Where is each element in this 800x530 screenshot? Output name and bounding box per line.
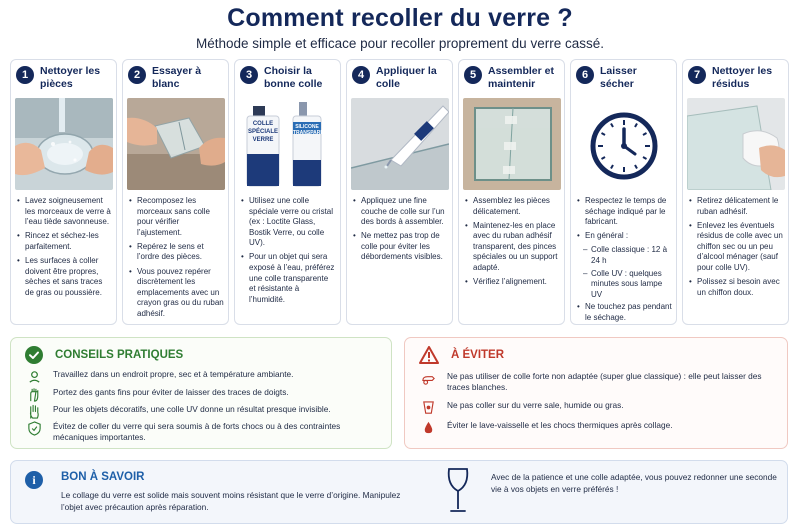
step-card-7 bbox=[682, 59, 789, 325]
step-instructions bbox=[577, 196, 672, 327]
shield-hand-icon bbox=[27, 421, 42, 436]
wine-glass-icon bbox=[443, 467, 473, 517]
list-item: • Respectez le temps de séchage indiqué par le fabricant. bbox=[577, 196, 672, 228]
assembled-glass-photo bbox=[463, 98, 561, 190]
step-instructions bbox=[241, 196, 336, 309]
list-item: • Polissez si besoin avec un chiffon doux. bbox=[689, 277, 784, 298]
avoid-text: Éviter le lave-vaisselle et les chocs thermiques après collage. bbox=[447, 420, 673, 430]
page-title: Comment recoller du verre ? bbox=[227, 4, 573, 32]
list-item: • En général : bbox=[577, 231, 672, 242]
tip-row bbox=[27, 421, 381, 443]
glove-icon bbox=[27, 387, 42, 402]
list-item: • Vous pouvez repérer discrètement les emplacements avec un crayon gras ou du ruban adhésif. bbox=[129, 267, 224, 320]
warning-icon bbox=[419, 346, 439, 364]
dirty-glass-icon bbox=[421, 400, 436, 415]
tip-text: Évitez de coller du verre qui sera soumis à de forts chocs ou à des contraintes mécaniques importantes. bbox=[53, 421, 341, 443]
list-item: • Assemblez les pièces délicatement. bbox=[465, 196, 560, 217]
step-number: 7 bbox=[688, 66, 706, 84]
list-item: • Recomposez les morceaux sans colle pour vérifier l’ajustement. bbox=[129, 196, 224, 238]
list-item: • Maintenez-les en place avec du ruban adhésif transparent, des pinces spéciales ou un support adapté. bbox=[465, 221, 560, 274]
list-item: • Enlevez les éventuels résidus de colle avec un chiffon sec ou un peu d’alcool ménager (sauf pour colle UV). bbox=[689, 221, 784, 274]
list-item: • Vérifiez l’alignement. bbox=[465, 277, 560, 288]
step-instructions bbox=[129, 196, 224, 323]
step-instructions bbox=[465, 196, 560, 291]
step-number: 5 bbox=[464, 66, 482, 84]
steps-row bbox=[10, 59, 790, 327]
step-header bbox=[128, 65, 225, 95]
applying-glue-photo bbox=[351, 98, 449, 190]
info-icon: i bbox=[25, 471, 43, 489]
list-item: • Pour un objet qui sera exposé à l’eau, préférez une colle transparente et résistante à l’humidité. bbox=[241, 252, 336, 305]
step-number: 2 bbox=[128, 66, 146, 84]
list-item: • Utilisez une colle spéciale verre ou cristal (ex : Loctite Glass, Bostik Verre, ou colle UV). bbox=[241, 196, 336, 249]
info-title: BON À SAVOIR bbox=[61, 471, 145, 483]
info-panel bbox=[10, 460, 788, 524]
list-subitem: – Colle classique : 12 à 24 h bbox=[577, 245, 672, 266]
info-text: Le collage du verre est solide mais souvent moins résistant que le verre d’origine. Manipulez l’objet avec précaution après réparation. bbox=[61, 490, 401, 512]
washing-photo bbox=[15, 98, 113, 190]
step-card-6 bbox=[570, 59, 677, 325]
list-subitem: – Colle UV : quelques minutes sous lampe UV bbox=[577, 269, 672, 301]
step-card-2 bbox=[122, 59, 229, 325]
page-subtitle: Méthode simple et efficace pour recoller proprement du verre cassé. bbox=[196, 36, 604, 51]
step-instructions bbox=[353, 196, 448, 267]
avoid-text: Ne pas utiliser de colle forte non adaptée (super glue classique) : elle peut laisser des traces blanches. bbox=[447, 371, 762, 393]
list-item: • Rincez et séchez-les parfaitement. bbox=[17, 231, 112, 252]
tip-row bbox=[27, 404, 381, 419]
step-header bbox=[16, 65, 113, 95]
list-item: • Ne touchez pas pendant le séchage. bbox=[577, 302, 672, 323]
step-title: Nettoyer les pièces bbox=[40, 65, 101, 90]
step-header bbox=[240, 65, 337, 95]
tip-row bbox=[27, 387, 381, 402]
avoid-text: Ne pas coller sur du verre sale, humide ou gras. bbox=[447, 400, 624, 410]
step-card-5 bbox=[458, 59, 565, 325]
step-card-3 bbox=[234, 59, 341, 325]
cleaning-photo bbox=[687, 98, 785, 190]
glue-tube-icon bbox=[421, 371, 436, 386]
heat-drop-icon bbox=[421, 420, 436, 435]
step-title: Essayer à blanc bbox=[152, 65, 202, 90]
list-item: • Les surfaces à coller doivent être propres, sèches et sans traces de gras ou poussière. bbox=[17, 256, 112, 298]
avoid-row bbox=[421, 400, 777, 415]
step-card-1 bbox=[10, 59, 117, 325]
step-number: 4 bbox=[352, 66, 370, 84]
list-item: • Repérez le sens et l’ordre des pièces. bbox=[129, 242, 224, 263]
avoid-title: À ÉVITER bbox=[451, 349, 505, 361]
step-number: 1 bbox=[16, 66, 34, 84]
list-item: • Retirez délicatement le ruban adhésif. bbox=[689, 196, 784, 217]
clock-icon bbox=[575, 98, 673, 190]
step-instructions bbox=[17, 196, 112, 302]
tip-text: Portez des gants fins pour éviter de laisser des traces de doigts. bbox=[53, 387, 289, 397]
tips-panel bbox=[10, 337, 392, 449]
dry-fit-photo bbox=[127, 98, 225, 190]
step-title: Assembler et maintenir bbox=[488, 65, 554, 90]
hand-icon bbox=[27, 404, 42, 419]
avoid-row bbox=[421, 371, 777, 393]
list-item: • Lavez soigneusement les morceaux de verre à l’eau tiède savonneuse. bbox=[17, 196, 112, 228]
step-number: 3 bbox=[240, 66, 258, 84]
tip-row bbox=[27, 369, 381, 384]
step-title: Nettoyer les résidus bbox=[712, 65, 773, 90]
avoid-header bbox=[419, 346, 504, 364]
info-closing-text: Avec de la patience et une colle adaptée, vous pouvez redonner une seconde vie à vos objets en verre préférés ! bbox=[491, 472, 777, 494]
step-instructions bbox=[689, 196, 784, 302]
tips-title: CONSEILS PRATIQUES bbox=[55, 349, 184, 361]
step-number: 6 bbox=[576, 66, 594, 84]
step-header bbox=[352, 65, 449, 95]
step-title: Choisir la bonne colle bbox=[264, 65, 323, 90]
step-title: Laisser sécher bbox=[600, 65, 637, 90]
list-item: • Appliquez une fine couche de colle sur l’un des bords à assembler. bbox=[353, 196, 448, 228]
step-card-4 bbox=[346, 59, 453, 325]
tube-label-glass: COLLE SPÉCIALE VERRE bbox=[247, 121, 278, 143]
tip-text: Travaillez dans un endroit propre, sec et à température ambiante. bbox=[53, 369, 294, 379]
tip-text: Pour les objets décoratifs, une colle UV donne un résultat presque invisible. bbox=[53, 404, 331, 414]
tube-label-silicone: SILICONE TRANSPARENT bbox=[293, 124, 331, 136]
step-header bbox=[688, 65, 785, 95]
sun-hand-icon bbox=[27, 369, 42, 384]
glue-tubes-image bbox=[239, 98, 337, 190]
avoid-panel bbox=[404, 337, 788, 449]
step-title: Appliquer la colle bbox=[376, 65, 437, 90]
step-header bbox=[464, 65, 561, 95]
list-item: • Ne mettez pas trop de colle pour éviter les débordements visibles. bbox=[353, 231, 448, 263]
step-header bbox=[576, 65, 673, 95]
tips-header bbox=[25, 346, 183, 364]
check-circle-icon bbox=[25, 346, 43, 364]
avoid-row bbox=[421, 420, 777, 435]
